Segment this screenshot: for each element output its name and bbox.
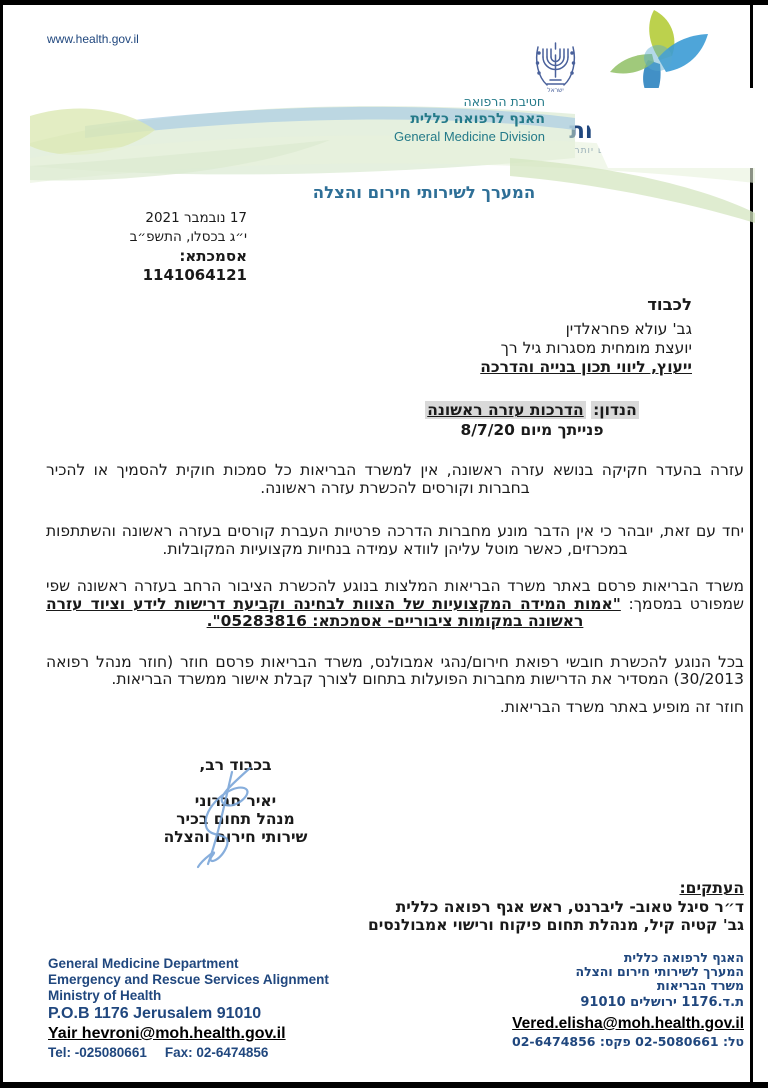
- footer-he-division: האגף לרפואה כללית: [623, 950, 744, 965]
- reference-number-line: [94, 247, 247, 285]
- body-paragraph-4: בכל הנוגע להכשרת חובשי רפואת חירום/נהגי אמבולנס, משרד הבריאות פרסם חוזר (חוזר מנהל רפואה 30/2013) המסדיר את הדרישות מחברות הפועלות בתחום לצורך קבלת אישור ממשרד הבריאות.: [46, 652, 744, 688]
- subject-reference: פנייתך מיום 8/7/20: [460, 421, 604, 439]
- footer-he-ministry: משרד הבריאות: [656, 978, 744, 993]
- fax-label: Fax:: [164, 1045, 193, 1060]
- tel-number: -025080661: [74, 1045, 147, 1060]
- footer-en-address: P.O.B 1176 Jerusalem 91010: [48, 1005, 262, 1022]
- recipient-name: גב' עולא פחראלדין: [565, 320, 692, 338]
- footer-he-address: ת.ד.1176 ירושלים 91010: [580, 995, 744, 1010]
- website-url[interactable]: www.health.gov.il: [47, 32, 139, 46]
- signatory-name: יאיר חברוני: [194, 792, 277, 810]
- paragraph-3-document-title: "אמות המידה המקצועיות של הצוות לבחינה וקביעת דרישות לידע וציוד עזרה ראשונה במקומות ציבוריים- אסמכתא: 05283816".: [46, 594, 621, 630]
- tel-label: Tel:: [48, 1045, 71, 1060]
- footer-hebrew: [512, 951, 744, 1050]
- footer-english: [48, 956, 329, 1062]
- department-title: המערך לשירותי חירום והצלה: [312, 183, 536, 202]
- copies-recipient-2: גב' קטיה קיל, מנהלת תחום פיקוח ורישוי אמבולנסים: [367, 916, 744, 934]
- body-paragraph-3: [46, 578, 744, 631]
- subject-title: הדרכות עזרה ראשונה: [427, 401, 584, 419]
- footer-he-phone-line: טל: 02-5080661 פקס: 02-6474856: [512, 1034, 744, 1049]
- signature-closing: בכבוד רב,: [199, 756, 272, 774]
- footer-en-alignment: Emergency and Rescue Services Alignment: [48, 972, 329, 987]
- reference-label: אסמכתא:: [179, 247, 247, 265]
- division-english-label: General Medicine Division: [393, 129, 545, 144]
- recipient-org: ייעוץ, ליווי תכון בנייה והדרכה: [480, 358, 692, 376]
- recipient-salutation: לכבוד: [647, 295, 692, 314]
- footer-he-email[interactable]: Vered.elisha@moh.health.gov.il: [512, 1015, 744, 1032]
- footer-en-department: General Medicine Department: [48, 956, 239, 971]
- israel-state-emblem-icon: [533, 31, 578, 93]
- fax-number: 02-6474856: [196, 1045, 269, 1060]
- page-border-left: [0, 0, 3, 1088]
- subject-block: [387, 400, 677, 440]
- footer-en-ministry: Ministry of Health: [48, 988, 162, 1003]
- signature-scribble-icon: [172, 764, 282, 869]
- footer-en-phone-line: [48, 1044, 329, 1062]
- subject-line: [387, 400, 677, 420]
- reference-number: 1141064121: [142, 266, 247, 284]
- copies-block: [368, 878, 744, 934]
- letter-body: [46, 462, 744, 716]
- copies-label: העתקים:: [679, 879, 744, 897]
- date-hebrew: י״ג בכסלו, התשפ״ב: [129, 229, 247, 245]
- recipient-role: יועצת מומחית מסגרות גיל רך: [500, 339, 692, 357]
- subject-label: הנדון:: [593, 401, 637, 419]
- copies-recipient-1: ד״ר סיגל טאוב- ליברנט, ראש אגף רפואה כללית: [395, 898, 744, 916]
- date-gregorian: 17 נובמבר 2021: [145, 210, 247, 226]
- recipient-block: [480, 295, 692, 377]
- svg-text:ישראל: ישראל: [547, 87, 564, 93]
- footer-he-alignment: המערך לשירותי חירום והצלה: [575, 964, 744, 979]
- body-paragraph-1: עזרה בהעדר חקיקה בנושא עזרה ראשונה, אין למשרד הבריאות כל סמכות חוקית להסמיך או להכיר בחברות וקורסים להכשרת עזרה ראשונה.: [46, 461, 744, 497]
- body-paragraph-2: יחד עם זאת, יובהר כי אין הדבר מונע מחברות הדרכה פרטיות העברת קורסים בעזרה ראשונה והשתתפות במכרזים, כאשר מוטל עליהן לוודא עמידה בנחיות מקצועיות המקובלות.: [46, 522, 744, 558]
- page-border-top: [0, 0, 768, 5]
- footer-en-email[interactable]: Yair hevroni@moh.health.gov.il: [48, 1025, 286, 1042]
- date-reference-block: [94, 209, 247, 285]
- signatory-title-1: מנהל תחום בכיר: [176, 810, 295, 828]
- division-hebrew-label: האנף לרפואה כללית: [410, 111, 545, 127]
- paragraph-3-intro: משרד הבריאות פרסם באתר משרד הבריאות המלצות בנוגע להכשרת הציבור הרחב בעזרה ראשונה שפי שמפורט במסמך:: [46, 577, 744, 613]
- header-wave-decoration: [30, 88, 755, 223]
- division-parent-label: חטיבת הרפואה: [463, 94, 545, 109]
- division-block: [394, 94, 545, 145]
- page-border-bottom: [0, 1082, 768, 1088]
- signatory-title-2: שירותי חירום והצלה: [163, 828, 308, 846]
- body-paragraph-5: חוזר זה מופיע באתר משרד הבריאות.: [499, 697, 744, 716]
